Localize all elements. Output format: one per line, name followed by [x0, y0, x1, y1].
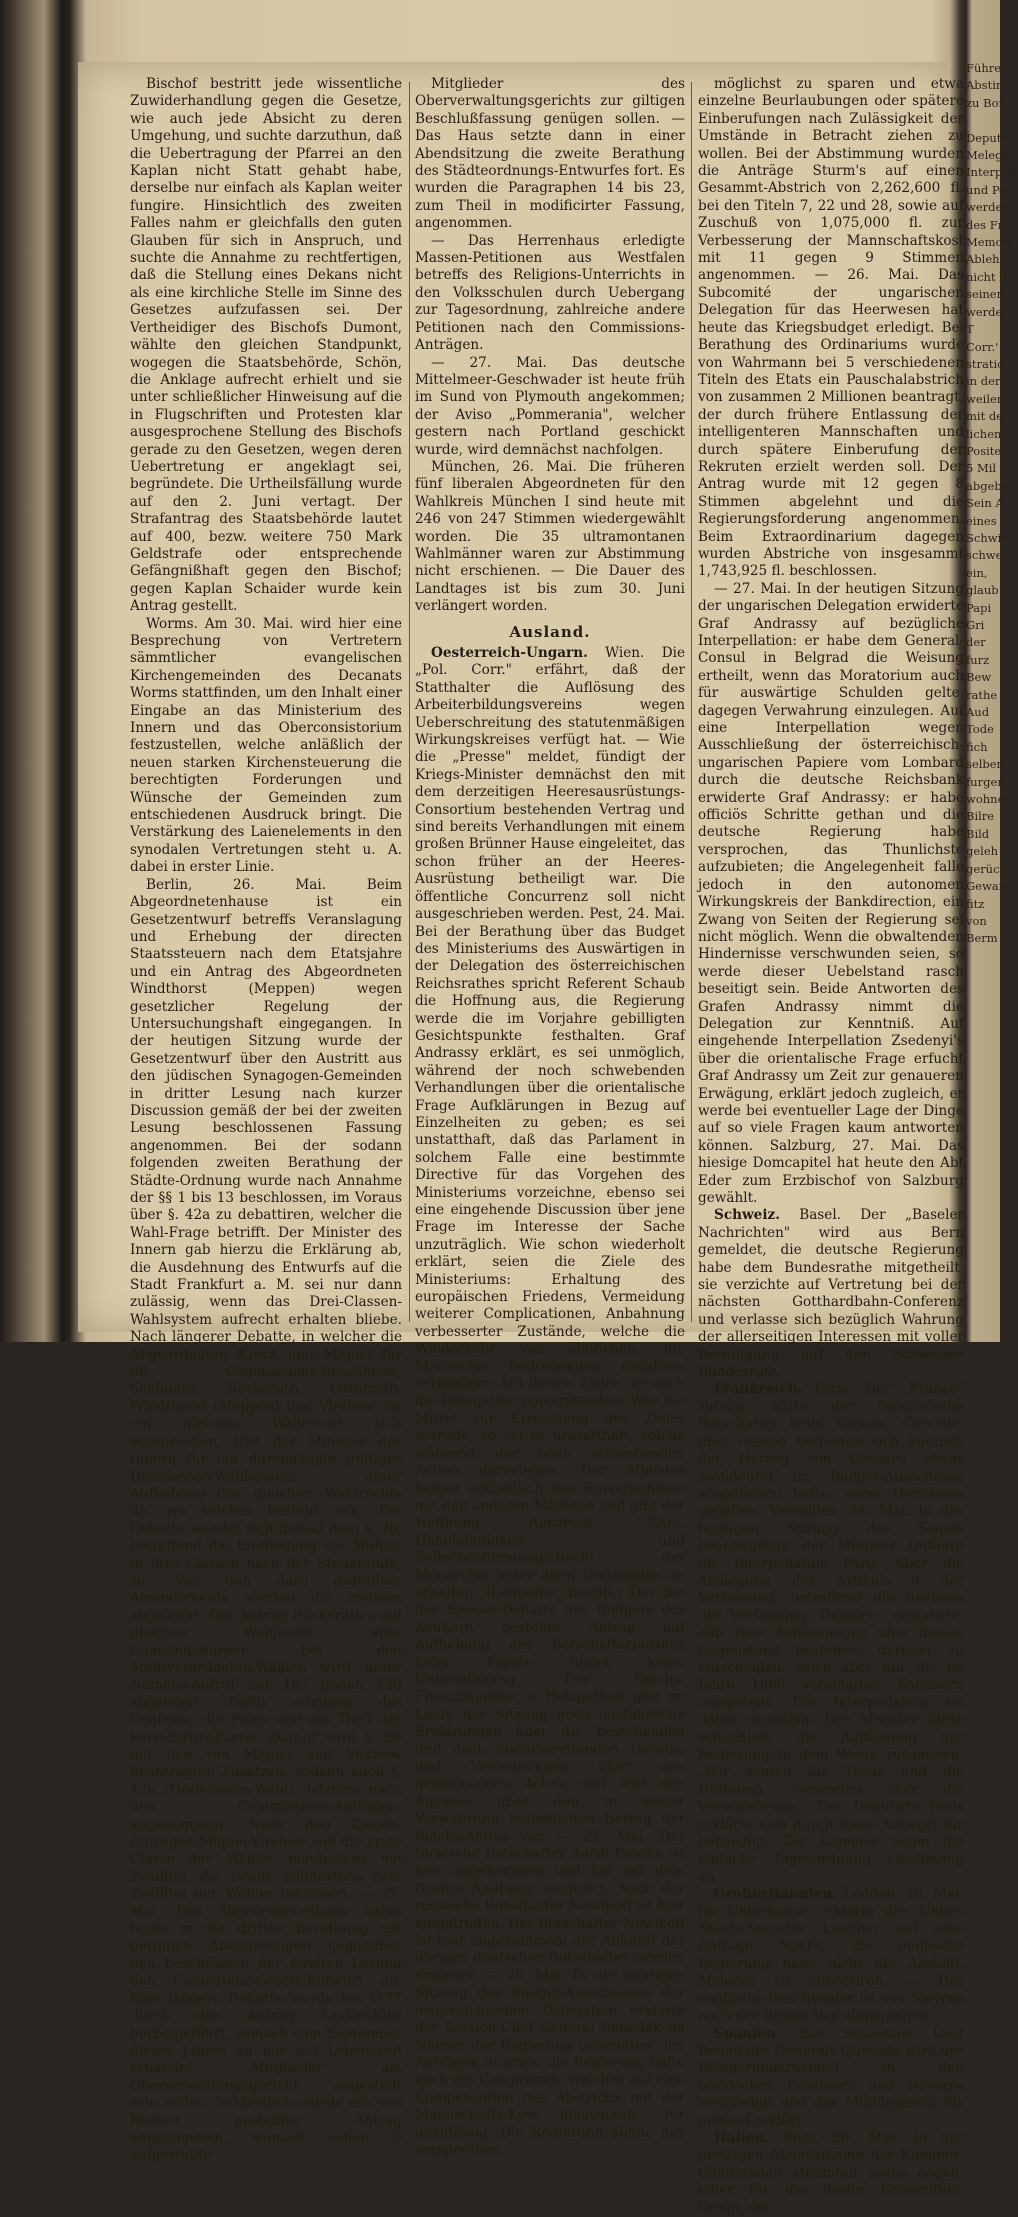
adjacent-page-line: Memori [966, 235, 1012, 250]
adjacent-page-line: und Pe [966, 182, 1006, 197]
article-paragraph: München, 26. Mai. Die früheren fünf liberalen Abgeordneten für den Wahlkreis München I sind heute mit 246 von 247 Stimmen wiedergewählt worden. Die 35 ultramontanen Wahlmänner waren zur Abstimmung nicht erschienen. — Die Dauer des Landtages ist bis zum 30. Juni verlängert worden. [415, 458, 685, 615]
adjacent-page-line: Corr.' [966, 339, 999, 354]
article-paragraph: — 27. Mai. Das deutsche Mittelmeer-Geschwader ist heute früh im Sund von Plymouth angekommen; der Aviso „Pommerania", welcher gestern nach Portland geschickt wurde, wird demnächst nachfolgen. [415, 354, 685, 458]
adjacent-page-line: lichen [966, 426, 1002, 441]
article-paragraph [698, 76, 964, 581]
country-heading: Frankreich. [714, 1381, 803, 1398]
adjacent-page-line: Deputir [966, 130, 1011, 145]
adjacent-page-line: stratio [966, 356, 1005, 371]
article-paragraph: Worms. Am 30. Mai. wird hier eine Besprechung von Vertretern sämmtlicher evangelischen Kirchengemeinden des Decanats Worms stattfinden, um den Inhalt einer Eingabe an das Ministerium des Innern und das Oberconsistorium festzustellen, welche anläßlich der neuen starken Kirchensteuerung die berechtigten Forderungen und Wünsche der Gemeinden zum entschiedenen Ausdruck bringt. Die Verstärkung des Laienelements in den synodalen Vertretungen steht u. A. dabei in erster Linie. [130, 615, 402, 876]
article-text: möglichst zu sparen und etwa einzelne Beurlaubungen oder spätere Einberufungen nach Zulässigkeit der Umstände in Betracht ziehen zu wollen. Bei der Abstimmung wurden die Anträge Sturm's auf einen Gesammt-Abstrich von 2,262,600 fl. bei den Titeln 7, 22 und 28, sowie auf Zuschuß von 1,075,000 fl. zur Verbesserung der Mannschaftskost mit 11 gegen 9 Stimmen angenommen. — 26. Mai. Das Subcomité der ungarischen Delegation für das Heerwesen hat heute das Kriegsbudget erledigt. Bei Berathung des Ordinariums wurde von Wahrmann bei 5 verschiedenen Titeln des Etats ein Pauschalabstrich von zusammen 2 Millionen beantragt, der durch frühere Entlassung der intelligenteren Mannschaften und durch spätere Einberufung der Rekruten erzielt werden soll. Der Antrag wurde mit 12 gegen 8 Stimmen abgelehnt und die Regierungsforderung angenommen. Beim Extraordinarium dagegen wurden Abstriche von insgesammt 1,743,925 fl. beschlossen. [698, 76, 964, 580]
column-divider [409, 82, 410, 1322]
adjacent-page-line: furz [966, 652, 990, 667]
adjacent-page-line: Bilre [966, 809, 995, 824]
adjacent-page-line: rathe [966, 687, 998, 702]
adjacent-page-line: von [966, 913, 987, 928]
country-heading: Oesterreich-Ungarn. [431, 645, 588, 661]
adjacent-page-line: fich [966, 739, 988, 754]
adjacent-page-line: des Fri [966, 217, 1007, 232]
column-divider [691, 82, 692, 1322]
article-paragraph: Berlin, 26. Mai. Beim Abgeordnetenhause ist ein Gesetzentwurf betreffs Veranslagung und Erhebung der directen Staatssteuern nach dem Etatsjahre und ein Antrag des Abgeordneten Windthorst (Meppen) wegen gesetzlicher Regelung der Untersuchungshaft eingegangen. In der heutigen Sitzung wurde der Gesetzentwurf über den Austritt aus den jüdischen Synagogen-Gemeinden in dritter Lesung nach kurzer Discussion gemäß der bei der zweiten Lesung beschlossenen Fassung angenommen. Bei der sodann folgenden zweiten Berathung der Städte-Ordnung wurde nach Annahme der §§ 1 bis 13 beschlossen, im Voraus über §. 42a zu debattiren, welcher die Wahl-Frage betrifft. Der Minister des Innern gab hierzu die Erklärung ab, die Ausdehnung des Entwurfs auf die Stadt Frankfurt a. M. sei nur dann zulässig, wenn das Drei-Classen-Wahlsystem aufrecht erhalten bliebe. Nach längerer Debatte, in welcher die Abgeordneten Kreck und Miquel für die Commissions-Beschlüsse, Schlueter, Röckerath, Osterrath, Windthorst (Meppen) und Virchow für ein gleiches Wahlrecht sich aussprechen, tritt der Minister des Innern für ein durchgängig gültiges Dreiclassen-Wahlsystem, unter Aufhebung des gleichen Wahlrechts da, wo solches besteht, ein. Die Debatte wendet sich darauf dem §. 26, betreffend die Eintheilung der Wähler in drei Classen nach der Steuerstufe, zu. Von den dazu gestellten Amendements werden die meisten abgelehnt. Der Antrag Röckerath's auf gleiches Wahlrecht aller Gemeindebürger bei den Stadtverordneten-Wahlen wird unter Namens-Aufruf mit 187 gegen 120 abgelehnt. Dafür stimmen das Centrum, die Polen und ein Theil der Fortschritts-Partei. Darauf wird §. 26 mit den von Miquel und Virchow beantragten Zusätzen, sodann auch §. 42a (Dreiclassen-Wahl), letztere nach den Commissions-Anträgen, angenommen. Nach den Zusatz-Anträgen Miquel-Virchow soll die erste Classe der Wähler mindestens ein Zwölftel, die zweite mindestens zwei Zwölftel der Wähler umfassen. — 27. Mai. Das Abgeordnetenhaus nahm heute in der dritten Berathung mit geringen Abänderungen gegenüber den Beschlüssen der zweiten Lesung den Competenz-Gesetz-Entwurf an. Eine längere Debatte wurde bei §177 durch den Antrag Lasker-Kloz herbeigeführt, wonach vom September dieses Jahres an nur auf Lebenszeit ernannte Mitglieder am Oberverwaltungsgericht angestellt sein sollen. Schließlich wurde ein von Rickert gestellter Antrag angenommen, wonach schon 5 aufgestellte [130, 876, 402, 2164]
newspaper-page [78, 62, 964, 2216]
article-text: — 27. Mai. In der heutigen Sitzung der ungarischen Delegation erwiderte Graf Andrassy auf bezügliche Interpellation: er habe dem General-Consul in Belgrad die Weisung ertheilt, wenn das Moratorium auch für auswärtige Schulden gelte, dagegen Verwahrung einzulegen. Auf eine Interpellation wegen Ausschließung der österreichisch-ungarischen Papiere vom Lombard durch die deutsche Reichsbank erwiderte Graf Andrassy: er habe officiös Schritte gethan und die deutsche Regierung habe versprochen, das Thunlichste aufzubieten; die Angelegenheit falle jedoch in den autonomen Wirkungskreis der Bankdirection, ein Zwang von Seiten der Regierung sei nicht möglich. Wenn die obwaltenden Hindernisse verschwunden seien, so werde dieser Uebelstand rasch beseitigt sein. Beide Antworten des Grafen Andrassy nimmt die Delegation zur Kenntniß. Auf eingehende Interpellation Zsedenyi's über die orientalische Frage erfucht Graf Andrassy um Zeit zur genaueren Erwägung, erklärt jedoch zugleich, er werde bei eventueller Lage der Dinge auf so viele Fragen kaum antworten können. Salzburg, 27. Mai. Das hiesige Domcapitel hat heute den Abt Eder zum Erzbischof von Salzburg gewählt. [698, 580, 964, 1206]
adjacent-page-line: gerück [966, 861, 1007, 876]
article-text: Paris. Der „France" zufolge hätte der französische Botschafter beim Vatican, Corcelle, über dessen Verhalten sich kürzlich der Herzog von Decazes etwas zweideutig im Budget-Ausschusse ausgelassen hatte, seine Demission gegeben. Versailles, 24. Mai. In der heutigen Sitzung des Senats beantwortete der Minister Dufaure die Interpellation Paris' über die Auslegung des Artikels 8 der Verfassung, betreffend die Revision der Verfassung. Dufaure constatirte, daß zwei Auffassungen über diesen Gegenstand bestehen; darüber zu entscheiden, seien aber nur die im Jahre 1880 vereinigten Kammern competent. Die Interpellation sei daher unnöthig. Der Minister faßte schließlich die Auffassung der Regierung in dem Worte zusammen: „Wir achten die Treue und die Hoffnung, verwerfen aber die Verschwörung." Der Deputirte Paris erklärte sich durch diese Antwort für befriedigt. Die Kammer nahm die einfache Tagesordnung einstimmig an. [698, 1381, 964, 1885]
country-heading: Großbritannien. [714, 1886, 838, 1903]
adjacent-page-line: furgen [966, 774, 1005, 789]
column-left [130, 76, 402, 2164]
column-middle [415, 76, 685, 2158]
article-text: Rom, 26. Mai. In der gestrigen Abendsitzung der Kammer-Commission stimmten sechs gegen, einer für die Basler Convention. Crispi, der [698, 2129, 964, 2216]
country-heading: Schweiz. [714, 1207, 780, 1224]
adjacent-page-line: werden [966, 200, 1010, 215]
adjacent-page-line: Schwie [966, 530, 1009, 545]
article-paragraph [698, 581, 964, 1208]
adjacent-page-line: Aud [966, 705, 990, 720]
adjacent-page-line: der [966, 635, 986, 650]
adjacent-page-line: eines [966, 513, 997, 528]
adjacent-page-line: Melegat [966, 148, 1014, 163]
article-paragraph: Mitglieder des Oberverwaltungsgerichts zur giltigen Beschlußfassung genügen sollen. — Das Haus setzte dann in einer Abendsitzung die zweite Berathung des Städteordnungs-Entwurfes fort. Es wurden die Paragraphen 14 bis 23, zum Theil in modificirter Fassung, angenommen. [415, 76, 685, 232]
adjacent-page-line: Tode [966, 722, 994, 737]
adjacent-page-line: zu Bor [966, 95, 1004, 110]
adjacent-page-line: Sein A [966, 496, 1004, 511]
adjacent-page-line: seinen [966, 287, 1005, 302]
adjacent-page-line: schwer [966, 548, 1008, 563]
adjacent-page-line: abgebe [966, 478, 1009, 493]
article-paragraph [415, 645, 685, 2159]
adjacent-page-line: mit de [966, 409, 1004, 424]
adjacent-page-line: Posite [966, 443, 1002, 458]
article-paragraph: — Das Herrenhaus erledigte Massen-Petitionen aus Westfalen betreffs des Religions-Unterrichts in den Volksschulen durch Uebergang zur Tagesordnung, zahlreiche andere Petitionen nach den Commissions-Anträgen. [415, 232, 685, 354]
adjacent-page-line: Gri [966, 618, 985, 632]
country-heading: Spanien. [714, 2025, 781, 2042]
adjacent-page-line: Interpel [966, 165, 1013, 180]
article-paragraph: Bischof bestritt jede wissentliche Zuwiderhandlung gegen die Gesetze, wie auch jede Absicht zu deren Umgehung, und suchte darzuthun, daß die Uebertragung der Pfarrei an den Kaplan nicht Statt gehabt habe, derselbe nur einfach als Kaplan weiter fungire. Hinsichtlich des zweiten Falles nahm er gleichfalls den guten Glauben für sich in Anspruch, und suchte die Annahme zu rechtfertigen, daß die Stellung eines Dekans nicht als eine kirchliche Stelle im Sinne des Gesetzes aufzufassen sei. Der Vertheidiger des Bischofs Dumont, wählte den gleichen Standpunkt, wogegen die Staatsbehörde, Schön, die Anklage aufrecht erhielt und sie unter schließlicher Hinweisung auf die in Flugschriften und Protesten klar ausgesprochene Stellung des Bischofs gerade zu den Gesetzen, wegen deren Uebertretung er angeklagt sei, begründete. Die Urtheilsfällung wurde auf den 2. Juni vertagt. Der Strafantrag des Staatsbehörde lautet auf 400, bezw. weitere 750 Mark Geldstrafe oder entsprechende Gefängnißhaft gegen den Bischof; gegen Kaplan Schaider wurde kein Antrag gestellt. [130, 76, 402, 615]
article-paragraph [698, 1381, 964, 1886]
adjacent-page-line: fitz [966, 896, 985, 911]
adjacent-page-line: Abstimm [966, 78, 1018, 93]
article-text: San Sebastian. Laut Befehl des Generals Quesada wird der Belagerungszustand in den baskischen Provinzen und Navarra verkündigt und das Militärgesetz für geltend erklärt. [698, 2025, 964, 2129]
adjacent-page-line: geleh [966, 844, 999, 859]
article-paragraph [698, 1207, 964, 1381]
adjacent-page-line: nicht b [966, 269, 1007, 284]
article-text: Basel. Der „Baseler Nachrichten" wird aus Bern gemeldet, die deutsche Regierung habe dem Bundesrathe mitgetheilt, sie verzichte auf Vertretung bei der nächsten Gotthardbahn-Conferenz und verlasse sich bezüglich Wahrung der allerseitigen Interessen mit voller Beruhigung auf den Schweizer Bundesrath. [698, 1207, 964, 1381]
adjacent-page-line: Führer [966, 61, 1007, 75]
article-text: Wien. Die „Pol. Corr." erfährt, daß der Statthalter die Auflösung des Arbeiterbildungsvereins wegen Ueberschreitung des statutenmäßigen Wirkungskreises verfügt hat. — Wie die „Presse" meldet, fündigt der Kriegs-Minister demnächst den mit dem derzeitigen Heeresausrüstungs-Consortium bestehenden Vertrag und sind bereits Verhandlungen mit einem großen Brünner Hause eingeleitet, das schon früher an der Heeres-Ausrüstung betheiligt war. Die öffentliche Concurrenz soll nicht ausgeschrieben werden. Pest, 24. Mai. Bei der Berathung über das Budget des Ministeriums des Auswärtigen in der Delegation des österreichischen Reichsrathes spricht Referent Schaub die Hoffnung aus, die Regierung werde die im Vorjahre gebilligten Gesichtspunkte festhalten. Graf Andrassy erklärt, es sei unmöglich, während der noch schwebenden Verhandlungen über die orientalische Frage Aufklärungen in Bezug auf Einzelheiten zu geben; es sei unstatthaft, daß das Parlament in solchem Falle eine bestimmte Directive für das Vorgehen des Ministeriums vorzeichne, ebenso sei eine eingehende Discussion über jene Frage im Interesse der Sache unzuträglich. Wie schon wiederholt erklärt, seien die Ziele des Ministeriums: Erhaltung des europäischen Friedens, Vermeidung weiterer Complicationen, Anbahnung verbesserter Zustände, welche die Wiederkehr von ähnlichen, die Monarchie bedrohenden Gefahren verhindern. Mit diesen Zielen sei auch die Delegation einverstanden. Was die Mittel zur Erreichung des Zieles betreffe, so sei es unstatthaft, solche während der noch schwebenden Action darzulegen. Der Minister betont schließlich das Einvernehmen mit den anderen Mächten und gibt der Hoffnung Ausdruck, Ehre, Unabhängigkeit und Selbstbestimmungs-Recht der Monarchie unter allen Umständen zu erhalten. (Lebhafter Beifall.) Der bei der Special-Debatte des Budgets des Aeußern gestellte Antrag auf Aufhebung des Botschafterpostens beim Papste findet keine Unterstützung. Der Reichs-Finanzminister v. Holzgethan gibt im Laufe der Sitzung noch ausführliche Erklärungen über die bestehenden und noch vorzubereitenden Gesetze und Verordnungen über den gemeinsamen Activa und legt den Ausweis über den in seiner Verwahrung befindlichen Betrag der Reichs-Activa vor. — 24. Mai. Der türkische Botschafter Aarifi Pascha ist hier angekommen und hat mit dem Grafen Andrassy conferirt. Auch der russische Botschafter Nowikoff ist hier eingetroffen. Der Botschafter Nowikoff ist hier angekommen; der Ankunft der übrigen deutschen Botschafter werden erwartet. — 26. Mai. In der heutigen Sitzung des Budget-Ausschusses der österreichischen Delegation erklärte der Section-Chef General Benedek im Namen der Regierung gegenüber den Anträgen Sturm's: die Regierung halte auch ein Compromiß, welches auf eine Compensation des Abstrichs mit der Mannschafts-Kost hinauslaufe, für unzulässig. Die Regierung könne nur versprechen, [415, 645, 685, 2158]
adjacent-page-line: in der [966, 374, 1001, 389]
adjacent-page-line: 5 Mil [966, 461, 997, 476]
adjacent-page-line: T [966, 322, 974, 337]
article-paragraph [698, 1886, 964, 2025]
adjacent-page-line: wohne [966, 792, 1005, 807]
adjacent-page-line: werde, [966, 304, 1006, 319]
article-paragraph [698, 2130, 964, 2217]
article-text: London, 26. Mai. Im Unterhause erklärte der Unter-Staats-Secretär Lowther auf eine Anfrage Noël's, die englische Regierung habe nicht die Absicht, Malacca zu annectiren. — Das englische Geschwader ist von Smyrna nach der Besika-Bay abgegangen. [698, 1886, 964, 2025]
adjacent-page-line [966, 112, 1000, 129]
adjacent-page-edge [966, 60, 1018, 1330]
column-right [698, 76, 964, 2216]
adjacent-page-line: weilen [966, 391, 1005, 406]
adjacent-page-line: Bild [966, 826, 990, 841]
country-heading: Italien. [714, 2129, 770, 2146]
adjacent-page-line: ein, [966, 565, 988, 580]
adjacent-page-line: Berm [966, 931, 998, 946]
adjacent-page-line: Bew [966, 670, 992, 685]
adjacent-page-line: glaub [966, 583, 999, 598]
adjacent-page-line: selben [966, 757, 1004, 772]
adjacent-page-line: Papi [966, 600, 992, 615]
section-heading-ausland: Ausland. [509, 622, 591, 641]
article-paragraph [698, 2026, 964, 2130]
adjacent-page-line: Ablehn [966, 252, 1007, 267]
adjacent-page-line: Gewan [966, 879, 1007, 894]
